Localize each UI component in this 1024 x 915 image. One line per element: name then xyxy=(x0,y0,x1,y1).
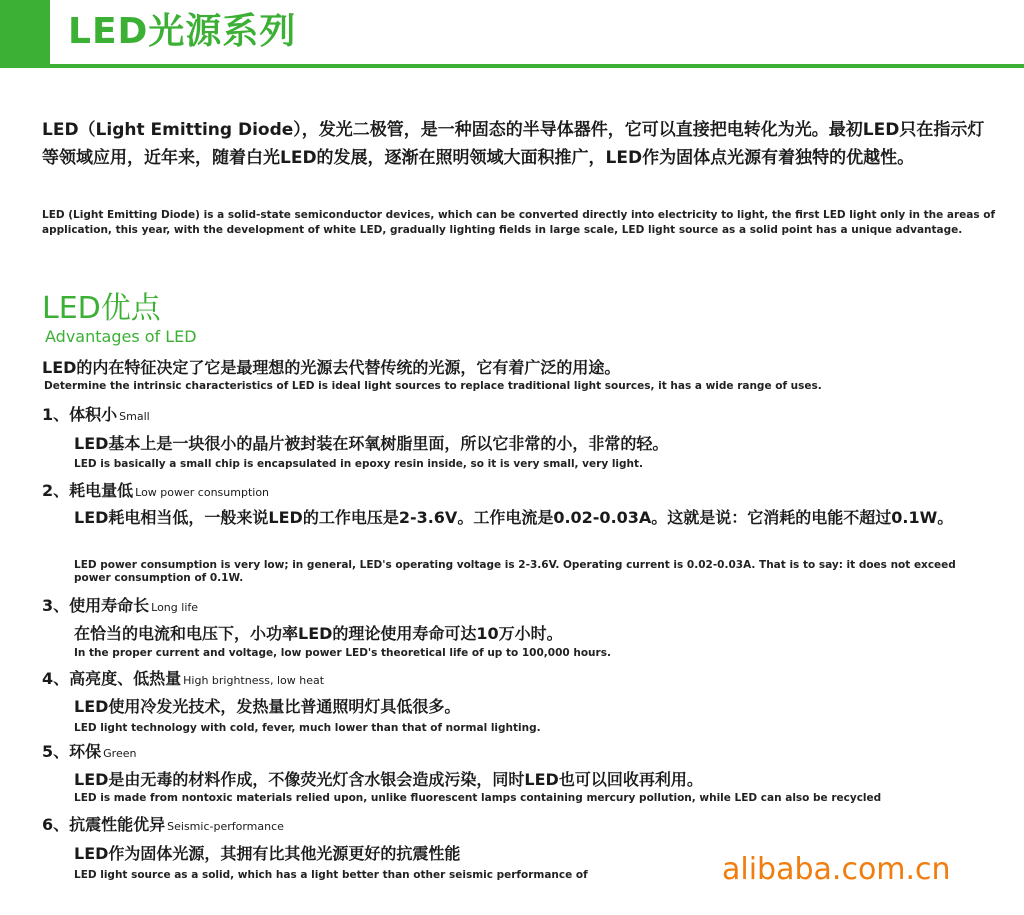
intro-chinese: LED（Light Emitting Diode），发光二极管，是一种固态的半导体器件，它可以直接把电转化为光。最初LED只在指示灯等领域应用，近年来，随着白光LED的发展，逐渐在照明领域大面积推广，LED作为固体点光源有着独特的优越性。 xyxy=(42,120,985,168)
advantage-body-cn: 在恰当的电流和电压下，小功率LED的理论使用寿命可达10万小时。 xyxy=(74,624,563,643)
advantage-heading-en: Long life xyxy=(151,601,199,614)
advantage-body-en: LED light technology with cold, fever, much lower than that of normal lighting. xyxy=(74,722,541,734)
advantage-body-en: In the proper current and voltage, low power LED's theoretical life of up to 100,000 hours. xyxy=(74,647,611,659)
advantage-heading-cn: 6、抗震性能优异 xyxy=(42,815,166,834)
advantage-item-heading xyxy=(42,479,269,505)
advantage-heading-en: Seismic-performance xyxy=(167,820,284,833)
header-rule xyxy=(50,64,1024,68)
advantages-lead-english: Determine the intrinsic characteristics of LED is ideal light sources to replace traditional light sources, it has a wide range of uses. xyxy=(44,380,822,392)
advantages-title: LED优点 xyxy=(42,291,161,326)
advantage-item-heading xyxy=(42,667,324,693)
advantages-lead-chinese: LED的内在特征决定了它是最理想的光源去代替传统的光源，它有着广泛的用途。 xyxy=(42,358,621,377)
advantage-body-cn: LED是由无毒的材料作成，不像荧光灯含水银会造成污染，同时LED也可以回收再利用。 xyxy=(74,770,703,789)
advantage-body-en: LED power consumption is very low; in general, LED's operating voltage is 2-3.6V. Operating current is 0.02-0.03A. That is to say: it does not exceed power consumption of 0.1W. xyxy=(74,559,956,584)
advantage-heading-cn: 4、高亮度、低热量 xyxy=(42,669,182,688)
advantage-item-heading xyxy=(42,594,198,620)
page-title: LED光源系列 xyxy=(68,11,297,52)
advantage-heading-cn: 3、使用寿命长 xyxy=(42,596,150,615)
advantage-heading-cn: 5、环保 xyxy=(42,742,102,761)
page-header xyxy=(0,0,1024,70)
advantage-body-cn: LED使用冷发光技术，发热量比普通照明灯具低很多。 xyxy=(74,697,461,716)
advantage-body-en: LED is basically a small chip is encapsulated in epoxy resin inside, so it is very small, very light. xyxy=(74,458,644,470)
intro-english: LED (Light Emitting Diode) is a solid-state semiconductor devices, which can be converted directly into electricity to light, the first LED light only in the areas of application, this year, with the development of white LED, gradually lighting fields in large scale, LED light source as a solid point has a unique advantage. xyxy=(42,209,996,236)
advantage-body-cn: LED耗电相当低，一般来说LED的工作电压是2-3.6V。工作电流是0.02-0.03A。这就是说：它消耗的电能不超过0.1W。 xyxy=(74,508,954,527)
advantages-subtitle: Advantages of LED xyxy=(45,327,197,346)
advantage-item-heading xyxy=(42,740,136,766)
advantage-heading-en: Low power consumption xyxy=(135,486,270,499)
advantage-heading-en: Small xyxy=(119,410,150,423)
advantage-body-cn: LED作为固体光源，其拥有比其他光源更好的抗震性能 xyxy=(74,844,461,863)
advantage-item-heading xyxy=(42,813,284,839)
advantage-item-heading xyxy=(42,403,150,429)
advantage-heading-en: High brightness, low heat xyxy=(183,674,325,687)
advantage-body-en: LED is made from nontoxic materials relied upon, unlike fluorescent lamps containing mercury pollution, while LED can also be recycled xyxy=(74,792,882,804)
advantage-body-cn: LED基本上是一块很小的晶片被封装在环氧树脂里面，所以它非常的小，非常的轻。 xyxy=(74,434,669,453)
site-watermark: alibaba.com.cn xyxy=(722,852,951,887)
advantage-heading-cn: 2、耗电量低 xyxy=(42,481,134,500)
header-accent-block xyxy=(0,0,50,68)
advantage-body-en: LED light source as a solid, which has a light better than other seismic performance of xyxy=(74,869,588,881)
advantage-heading-cn: 1、体积小 xyxy=(42,405,118,424)
advantage-heading-en: Green xyxy=(103,747,137,760)
